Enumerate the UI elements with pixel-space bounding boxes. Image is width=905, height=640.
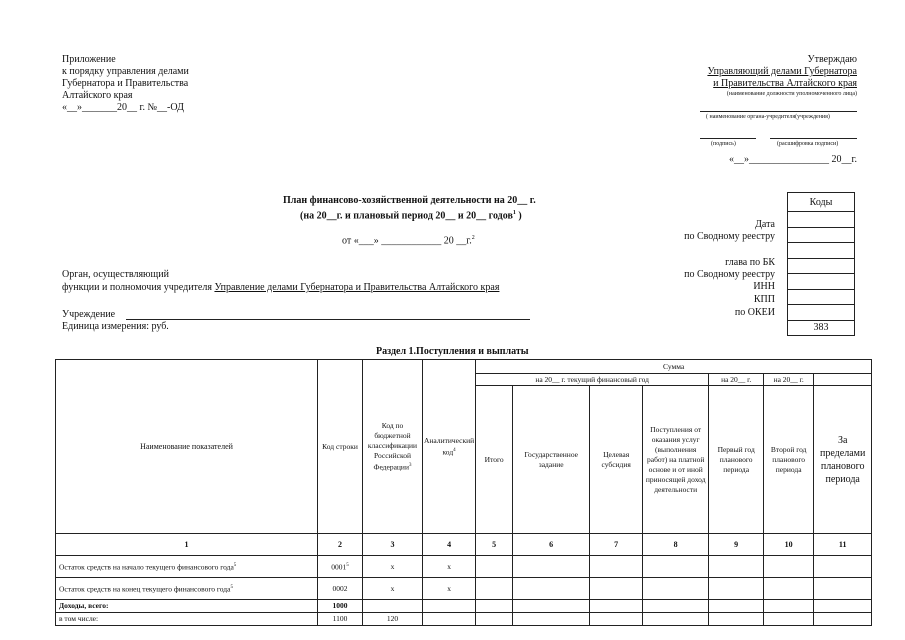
header-bk [363, 360, 423, 534]
header-sum: Сумма [476, 360, 872, 374]
row-cell [643, 600, 709, 613]
row-cell [590, 600, 643, 613]
row-cell [764, 578, 814, 600]
header-analytic-text: Аналитический код [424, 435, 475, 457]
row-cell [513, 578, 590, 600]
header-second-year: Второй год планового периода [764, 386, 814, 534]
plan-subtitle-text: (на 20__г. и плановый период 20__ и 20__ годов [300, 210, 513, 222]
codes-box [787, 192, 855, 336]
row-name-text: Остаток средств на начало текущего финансового года [59, 562, 234, 572]
approval-signature-line [700, 138, 756, 139]
appendix-line-4: Алтайского края [62, 90, 133, 101]
row-code-footnote: 5 [346, 562, 349, 568]
row-cell [814, 600, 872, 613]
row-name: в том числе: [56, 613, 318, 626]
receipts-payments-table [55, 359, 872, 626]
unit-label: Единица измерения: руб. [62, 321, 169, 332]
row-cell [764, 600, 814, 613]
header-state-task: Государственное задание [513, 386, 590, 534]
header-bk-text: Код по бюджетной классификации Российской Федерации [367, 420, 418, 472]
approval-date: «__»________________ 20__г. [729, 154, 857, 165]
code-cell-date [788, 212, 855, 228]
header-bk-footnote: 3 [408, 462, 412, 468]
org-line-2-prefix: функции и полномочия учредителя [62, 282, 215, 293]
appendix-line-3: Губернатора и Правительства [62, 78, 189, 89]
row-cell [590, 556, 643, 578]
header-code: Код строки [318, 360, 363, 534]
row-cell [476, 578, 513, 600]
row-bk: x [363, 556, 423, 578]
col-num-10: 10 [764, 534, 814, 556]
approval-position-caption: (наименование должности уполномоченного лица) [726, 91, 857, 97]
header-analytic [423, 360, 476, 534]
header-year-1: на 20__ г. [709, 374, 764, 386]
appendix-line-1: Приложение [62, 54, 116, 65]
plan-date-text: от «___» ____________ 20 __г. [342, 235, 472, 247]
approval-decode-line [770, 138, 857, 139]
plan-date [342, 232, 475, 247]
code-cell-inn [788, 289, 855, 305]
row-bk: x [363, 578, 423, 600]
code-cell-empty [788, 243, 855, 259]
plan-date-footnote: 2 [471, 235, 475, 241]
col-num-3: 3 [363, 534, 423, 556]
table-row [56, 600, 872, 613]
row-name-footnote: 5 [233, 562, 237, 568]
row-code-text: 0001 [331, 562, 347, 572]
row-analytic: x [423, 556, 476, 578]
col-num-6: 6 [513, 534, 590, 556]
col-num-9: 9 [709, 534, 764, 556]
code-cell-reestr-2 [788, 274, 855, 290]
code-cell-kpp [788, 305, 855, 321]
row-code: 0002 [318, 578, 363, 600]
row-cell [590, 578, 643, 600]
approval-org-caption: ( наименование органа-учредителя(учреждения) [706, 114, 830, 120]
row-analytic [423, 613, 476, 626]
header-year-2: на 20__ г. [764, 374, 814, 386]
table-row [56, 613, 872, 626]
row-cell [476, 613, 513, 626]
row-bk: 120 [363, 613, 423, 626]
label-glava-bk: глава по БК [725, 257, 775, 268]
row-bk [363, 600, 423, 613]
org-line-1: Орган, осуществляющий [62, 269, 169, 280]
row-cell [764, 613, 814, 626]
row-analytic: x [423, 578, 476, 600]
label-svodny-reestr-2: по Сводному реестру [684, 269, 775, 280]
header-year-blank [814, 374, 872, 386]
header-analytic-footnote: 4 [453, 447, 456, 453]
row-cell [513, 600, 590, 613]
table-row [56, 578, 872, 600]
code-cell-reestr-1 [788, 227, 855, 243]
row-cell [814, 613, 872, 626]
row-name-text: Остаток средств на конец текущего финансового года [59, 584, 231, 594]
row-name [56, 578, 318, 600]
header-total: Итого [476, 386, 513, 534]
plan-subtitle [300, 207, 522, 222]
approval-org-line [700, 111, 857, 112]
approval-position-line-1: Управляющий делами Губернатора [707, 66, 857, 77]
col-num-2: 2 [318, 534, 363, 556]
header-paid-services: Поступления от оказания услуг (выполнения работ) на платной основе и от иной приносящей доход деятельности [643, 386, 709, 534]
plan-subtitle-footnote: 1 [512, 210, 516, 216]
col-num-11: 11 [814, 534, 872, 556]
org-founder-value: Управление делами Губернатора и Правительства Алтайского края [214, 282, 500, 293]
row-cell [513, 613, 590, 626]
org-line-2 [62, 282, 499, 294]
row-name: Доходы, всего: [56, 600, 318, 613]
row-cell [476, 600, 513, 613]
label-date: Дата [755, 219, 775, 230]
row-cell [814, 578, 872, 600]
header-name: Наименование показателей [56, 360, 318, 534]
plan-subtitle-end: ) [518, 210, 522, 222]
row-cell [764, 556, 814, 578]
approval-signature-caption: (подпись) [711, 141, 736, 147]
code-cell-okei: 383 [788, 320, 855, 336]
codes-header: Коды [788, 193, 855, 212]
row-name [56, 556, 318, 578]
header-target-subsidy: Целевая субсидия [590, 386, 643, 534]
row-cell [709, 578, 764, 600]
approval-position-line-2: и Правительства Алтайского края [713, 78, 857, 89]
col-num-4: 4 [423, 534, 476, 556]
plan-title: План финансово-хозяйственной деятельности на 20__ г. [283, 195, 536, 206]
institution-line [126, 319, 530, 320]
row-code [318, 556, 363, 578]
col-num-1: 1 [56, 534, 318, 556]
row-code: 1000 [318, 600, 363, 613]
header-first-year: Первый год планового периода [709, 386, 764, 534]
row-cell [709, 613, 764, 626]
col-num-7: 7 [590, 534, 643, 556]
section-title: Раздел 1.Поступления и выплаты [376, 346, 529, 357]
appendix-line-2: к порядку управления делами [62, 66, 189, 77]
col-num-5: 5 [476, 534, 513, 556]
row-cell [814, 556, 872, 578]
code-cell-glava-bk [788, 258, 855, 274]
approval-title: Утверждаю [807, 54, 857, 65]
row-cell [643, 578, 709, 600]
row-cell [513, 556, 590, 578]
header-beyond: За пределами планового периода [814, 386, 872, 534]
row-code: 1100 [318, 613, 363, 626]
label-okei: по ОКЕИ [734, 307, 775, 318]
col-num-8: 8 [643, 534, 709, 556]
row-cell [709, 600, 764, 613]
table-row [56, 556, 872, 578]
appendix-line-5: «__»_______20__ г. №__-ОД [62, 102, 184, 113]
label-kpp: КПП [753, 294, 775, 305]
institution-label: Учреждение [62, 309, 116, 320]
row-cell [709, 556, 764, 578]
row-cell [590, 613, 643, 626]
approval-decode-caption: (расшифровка подписи) [777, 141, 839, 147]
row-cell [643, 613, 709, 626]
label-inn: ИНН [753, 281, 775, 292]
row-analytic [423, 600, 476, 613]
row-name-footnote: 5 [230, 584, 233, 590]
label-svodny-reestr-1: по Сводному реестру [684, 231, 775, 242]
row-cell [476, 556, 513, 578]
header-current-year: на 20__ г. текущий финансовый год [476, 374, 709, 386]
row-cell [643, 556, 709, 578]
